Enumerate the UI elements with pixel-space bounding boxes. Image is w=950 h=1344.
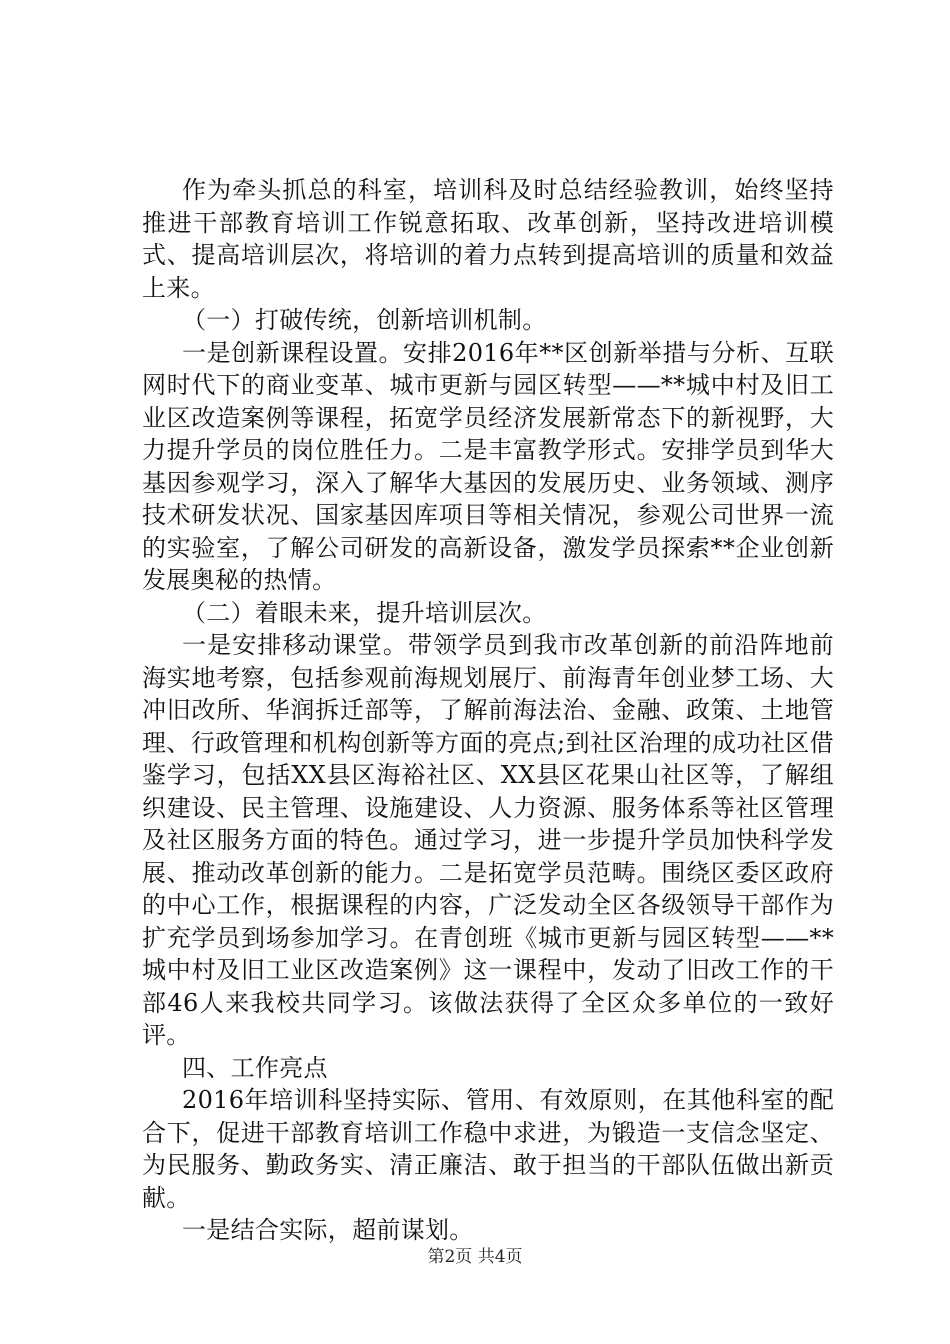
paragraph-plan-ahead: 一是结合实际，超前谋划。 [182, 1216, 474, 1244]
heading-break-tradition: （一）打破传统，创新培训机制。 [182, 306, 547, 334]
heading-work-highlights: 四、工作亮点 [182, 1053, 328, 1082]
paragraph-course-innovation: 一是创新课程设置。安排2016年**区创新举措与分析、互联网时代下的商业变革、城市更新与园区转型——**城中村及旧工业区改造案例等课程，拓宽学员经济发展新常态下的新视野，大力提升学员的岗位胜任力。二是丰富教学形式。安排学员到华大基因参观学习，深入了解华大基因的发展历史、业务领域、测序技术研发状况、国家基因库项目等相关情况，参观公司世界一流的实验室，了解公司研发的高新设备，激发学员探索**企业创新发展奥秘的热情。 [142, 338, 834, 594]
page-number-footer: 第2页 共4页 [427, 1247, 523, 1267]
paragraph-intro: 作为牵头抓总的科室，培训科及时总结经验教训，始终坚持推进干部教育培训工作锐意拓取、改革创新，坚持改进培训模式、提高培训层次，将培训的着力点转到提高培训的质量和效益上来。 [142, 176, 834, 302]
heading-future-focus: （二）着眼未来，提升培训层次。 [182, 598, 547, 627]
paragraph-mobile-classroom: 一是安排移动课堂。带领学员到我市改革创新的前沿阵地前海实地考察，包括参观前海规划展厅、前海青年创业梦工场、大冲旧改所、华润拆迁部等，了解前海法治、金融、政策、土地管理、行政管理和机构创新等方面的亮点;到社区治理的成功社区借鉴学习，包括XX县区海裕社区、XX县区花果山社区等，了解组织建设、民主管理、设施建设、人力资源、服务体系等社区管理及社区服务方面的特色。通过学习，进一步提升学员加快科学发展、推动改革创新的能力。二是拓宽学员范畴。围绕区委区政府的中心工作，根据课程的内容，广泛发动全区各级领导干部作为扩充学员到场参加学习。在青创班《城市更新与园区转型——**城中村及旧工业区改造案例》这一课程中，发动了旧改工作的干部46人来我校共同学习。该做法获得了全区众多单位的一致好评。 [142, 631, 834, 1049]
document-body [142, 174, 834, 1247]
paragraph-2016-principles: 2016年培训科坚持实际、管用、有效原则，在其他科室的配合下，促进干部教育培训工作稳中求进，为锻造一支信念坚定、为民服务、勤政务实、清正廉洁、敢于担当的干部队伍做出新贡献。 [142, 1086, 834, 1212]
